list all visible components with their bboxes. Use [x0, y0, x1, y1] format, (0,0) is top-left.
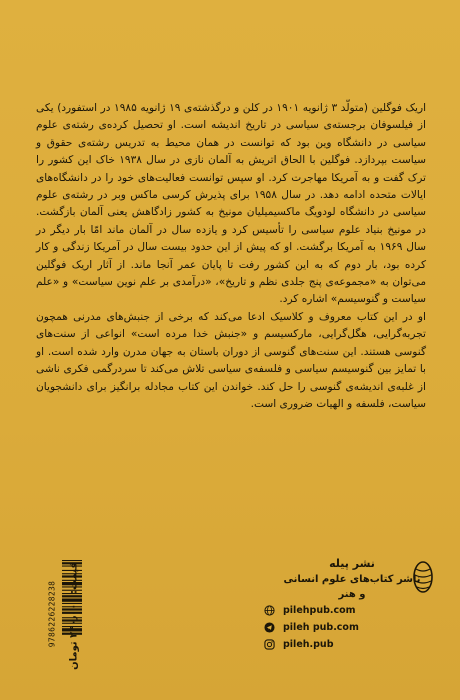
publisher-tagline: ناشر کتاب‌های علوم انسانی و هنر [283, 574, 421, 600]
publisher-name: نشر پیله [329, 557, 375, 570]
contact-website [264, 602, 414, 619]
book-summary-paragraph: او در این کتاب معروف و کلاسیک ادعا می‌کند که برخی از جنبش‌های مدرنی همچون تجربه‌گرایی، هگل‌گرایی، مارکسیسم و «جنبش خدا مرده است» انواعی از سنت‌های گنوسی هستند. این سنت‌های گنوسی از دوران باستان به جهان مدرن وارد شده است. او با تمایز بین گنوسیسم سیاسی و فلسفه‌ی سیاسی تلاش می‌کند تا سردرگمی فکری ناشی از غلبه‌ی اندیشه‌ی گنوسی را حل کند. خواندن این کتاب مجادله برانگیز برای دانشجویان سیاست، فلسفه و الهیات ضروری است. [36, 310, 426, 410]
telegram-icon [264, 622, 275, 633]
isbn-number-text: 9786226228238 [47, 580, 57, 648]
globe-icon [264, 605, 275, 616]
publisher-block [282, 556, 422, 602]
author-bio-paragraph: اریک فوگلین (متولّد ۳ ژانویه ۱۹۰۱ در کلن و درگذشته‌ی ۱۹ ژانویه ۱۹۸۵ در استفورد) یکی از فیلسوفان برجسته‌ی سیاسی در تاریخ اندیشه است. او تحصیل کرده‌ی رشته‌ی علوم سیاسی در دانشگاه وین بود که توانست در همان محیط به تدریس رشته‌ی حقوق و سیاست بپردازد. فوگلین با الحاق اتریش به آلمان نازی در سال ۱۹۳۸ خاک این کشور را ترک گفت و به آمریکا مهاجرت کرد. او سپس توانست فعالیت‌های خود را در دانشگاه‌های ایالات متحده ادامه دهد. در سال ۱۹۵۸ برای پذیرش کرسی ماکس وبر در رشته‌ی علوم سیاسی در دانشگاه لودویگ ماکسیمیلیان مونیخ به کشور زادگاهش یعنی آلمان بازگشت. در مونیخ بنیاد علوم سیاسی را تأسیس کرد و یازده سال در آلمان ماند امّا بار دیگر در سال ۱۹۶۹ به آمریکا برگشت. او که پیش از این حدود بیست سال در آمریکا زندگی و کار کرده بود، بار دوم که به این کشور رفت تا پایان عمر آنجا ماند. از آثار اریک فوگلین می‌توان به «مجموعه‌ی پنج جلدی نظم و تاریخ»، «درآمدی بر علم نوین سیاست» و «علم سیاست و گنوسیسم» اشاره کرد. [36, 102, 427, 306]
contact-telegram [264, 619, 414, 636]
publisher-contacts [264, 602, 414, 653]
cover-footer [22, 556, 442, 686]
contact-website-text: pilehpub.com [283, 605, 356, 616]
contact-instagram [264, 636, 414, 653]
contact-telegram-text: pileh pub.com [283, 622, 359, 633]
isbn-number [46, 562, 58, 666]
contact-instagram-text: pileh.pub [283, 639, 334, 650]
price-text: قیمت: ۲۴۰٫۰۰۰ تومان [68, 562, 80, 670]
instagram-icon [264, 639, 275, 650]
back-cover-text [36, 100, 426, 413]
price-label [66, 562, 82, 670]
